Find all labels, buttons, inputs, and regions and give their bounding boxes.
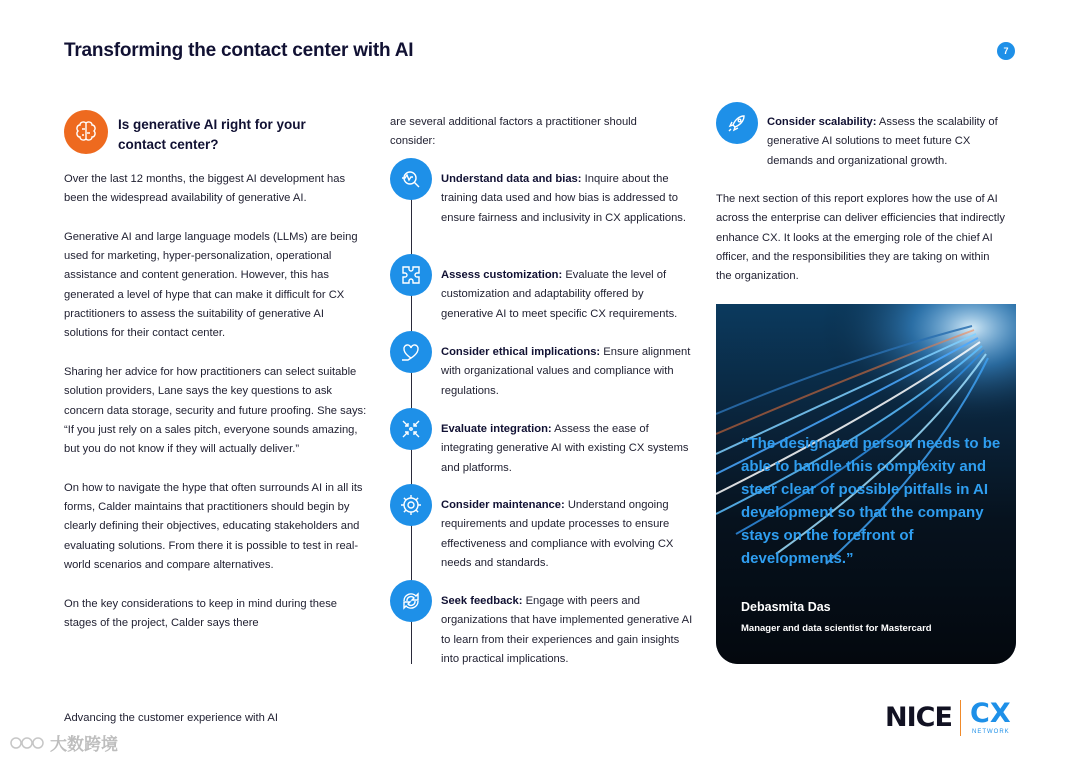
factor-title: Evaluate integration: [441, 423, 552, 435]
brain-icon [64, 110, 108, 154]
logo-divider [960, 700, 961, 736]
factors-intro: are several additional factors a practitioner should consider: [390, 116, 637, 148]
intro-paragraph: On how to navigate the hype that often surrounds AI in all its forms, Calder maintains that practitioners should begin by clearly defining their objectives, educating stakeholders and evaluating solutions. From there it is possible to test in real-world scenarios and compare alternatives. [64, 481, 363, 571]
heart-hand-icon [390, 331, 432, 373]
factor-body: Assess the ease of integrating generative AI with existing CX systems and platforms. [441, 423, 689, 474]
intro-paragraph: Generative AI and large language models (LLMs) are being used for marketing, hyper-personalization, operational assistance and content generation. However, this has generated a level of hype that can make it difficult for CX practitioners to assess the suitability of generative AI solutions for their contact center. [64, 230, 358, 340]
watermark-text: 大数跨境 [50, 735, 118, 755]
intro-paragraph: Sharing her advice for how practitioners can select suitable solution providers, Lane says the key questions to ask concern data storage, security and future proofing. She says: “If you just rely on a sales pitch, everyone sounds amazing, but you do not know if they will actually deliver.” [64, 365, 367, 456]
gear-icon [390, 484, 432, 526]
factor-title: Consider ethical implications: [441, 346, 601, 358]
factor-item [441, 420, 693, 478]
factor-title: Consider maintenance: [441, 499, 565, 511]
quote-author: Debasmita Das [741, 600, 831, 614]
nice-logo: NICE [885, 702, 952, 733]
factor-item [441, 592, 693, 669]
quote-text: “The designated person needs to be able to handle this complexity and steer clear of possible pitfalls in AI development so that the company stays on the forefront of developments.” [741, 435, 1001, 567]
factor-body: Understand ongoing requirements and update processes to ensure effectiveness and compliance with evolving CX needs and standards. [441, 499, 674, 569]
data-analysis-icon [390, 158, 432, 200]
page-title: Transforming the contact center with AI [64, 40, 414, 61]
next-section-paragraph: The next section of this report explores how the use of AI across the enterprise can deliver efficiencies that indirectly enhance CX. It looks at the emerging role of the chief AI officer, and the responsibilities they are taking on within the organization. [716, 193, 1005, 283]
factor-body: Ensure alignment with organizational values and compliance with regulations. [441, 346, 691, 397]
watermark [10, 730, 118, 755]
factor-item [441, 170, 693, 228]
factor-body: Engage with peers and organizations that have implemented generative AI to learn from their experiences and gain insights into practical implications. [441, 595, 693, 665]
arrows-converge-icon [390, 408, 432, 450]
scalability-body: Assess the scalability of generative AI solutions to meet future CX demands and organizational growth. [767, 116, 998, 167]
factor-title: Assess customization: [441, 269, 563, 281]
factor-title: Understand data and bias: [441, 173, 582, 185]
footer-text: Advancing the customer experience with AI [64, 712, 278, 724]
cx-logo: CX [970, 698, 1011, 729]
watermark-logo-icon [10, 733, 44, 753]
scalability-item [767, 113, 1007, 171]
intro-body [64, 170, 369, 652]
puzzle-icon [390, 254, 432, 296]
feedback-arrows-icon [390, 580, 432, 622]
factor-body: Evaluate the level of customization and adaptability offered by generative AI to meet specific CX requirements. [441, 269, 678, 320]
intro-paragraph: Over the last 12 months, the biggest AI development has been the widespread availability of generative AI. [64, 173, 346, 205]
factor-title: Seek feedback: [441, 595, 523, 607]
page-number-badge: 7 [997, 42, 1015, 60]
scalability-title: Consider scalability: [767, 116, 877, 128]
factor-item [441, 496, 693, 573]
intro-heading: Is generative AI right for your contact center? [118, 117, 306, 152]
rocket-icon [716, 102, 758, 144]
quote-role: Manager and data scientist for Mastercard [741, 623, 932, 634]
quote-card [716, 304, 1016, 664]
cx-network-label: NETWORK [972, 729, 1010, 735]
factor-item [441, 343, 693, 401]
factor-body: Inquire about the training data used and how bias is addressed to ensure fairness and inclusivity in CX applications. [441, 173, 687, 224]
intro-paragraph: On the key considerations to keep in mind during these stages of the project, Calder says there [64, 597, 338, 629]
factor-item [441, 266, 693, 324]
